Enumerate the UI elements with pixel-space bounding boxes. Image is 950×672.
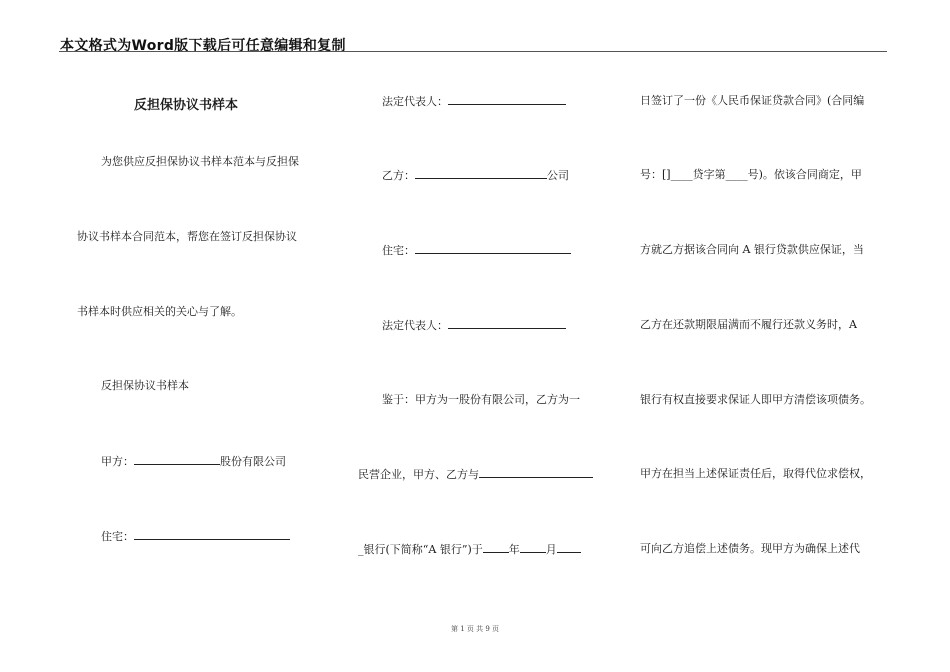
whereas-line: 鉴于：甲方为一股份有限公司，乙方为一 <box>382 393 580 406</box>
party-a-residence-label: 住宅： <box>101 530 134 543</box>
col3-line-3: 方就乙方据该合同向 A 银行贷款供应保证，当 <box>640 243 864 256</box>
intro-line-3: 书样本时供应相关的关心与了解。 <box>77 305 242 318</box>
party-a-label: 甲方： <box>101 455 134 468</box>
party-a-blank <box>134 454 220 465</box>
intro-line-1: 为您供应反担保协议书样本范本与反担保 <box>101 155 299 168</box>
col3-line-6: 甲方在担当上述保证责任后，取得代位求偿权， <box>640 467 871 480</box>
party-b-blank <box>415 168 547 179</box>
document-title: 反担保协议书样本 <box>134 98 239 113</box>
header-rule <box>59 51 887 52</box>
party-a-residence-blank <box>134 529 290 540</box>
bank-date-line <box>358 542 581 557</box>
party-a-line <box>101 454 286 469</box>
subtitle: 反担保协议书样本 <box>101 379 189 392</box>
private-enterprise-text: 民营企业，甲方、乙方与 <box>358 468 479 481</box>
party-b-residence-blank <box>415 243 571 254</box>
party-b-legal-rep-line <box>382 318 566 333</box>
party-b-suffix: 公司 <box>547 169 569 182</box>
party-a-legal-rep-label: 法定代表人： <box>382 95 448 108</box>
party-b-residence-label: 住宅： <box>382 244 415 257</box>
party-b-legal-rep-blank <box>448 318 566 329</box>
col3-line-5: 银行有权直接要求保证人即甲方清偿该项债务。 <box>640 393 871 406</box>
col3-line-4: 乙方在还款期限届满而不履行还款义务时，A <box>640 318 857 331</box>
party-a-legal-rep-line <box>382 94 566 109</box>
month-blank <box>520 542 546 553</box>
party-b-line <box>382 168 569 183</box>
bank-name-blank <box>479 467 593 478</box>
col3-line-7: 可向乙方追偿上述债务。现甲方为确保上述代 <box>640 542 860 555</box>
day-blank <box>557 542 581 553</box>
private-enterprise-line <box>358 467 593 482</box>
page-number: 第 1 页 共 9 页 <box>450 625 500 633</box>
year-label: 年 <box>508 543 520 556</box>
col3-line-2: 号：[]____贷字第____号)。依该合同商定，甲 <box>640 168 862 181</box>
year-blank <box>483 542 509 553</box>
party-a-suffix: 股份有限公司 <box>220 455 286 468</box>
col3-line-1: 日签订了一份《人民币保证贷款合同》(合同编 <box>640 94 865 107</box>
party-b-label: 乙方： <box>382 169 415 182</box>
month-label: 月 <box>545 543 557 556</box>
party-a-legal-rep-blank <box>448 94 566 105</box>
intro-line-2: 协议书样本合同范本，帮您在签订反担保协议 <box>77 230 297 243</box>
party-b-residence-line <box>382 243 571 258</box>
party-a-residence-line <box>101 529 290 544</box>
party-b-legal-rep-label: 法定代表人： <box>382 319 448 332</box>
document-header: 本文格式为Word版下载后可任意编辑和复制 <box>60 38 346 54</box>
bank-prefix: _银行(下简称“A 银行”)于 <box>358 543 483 556</box>
